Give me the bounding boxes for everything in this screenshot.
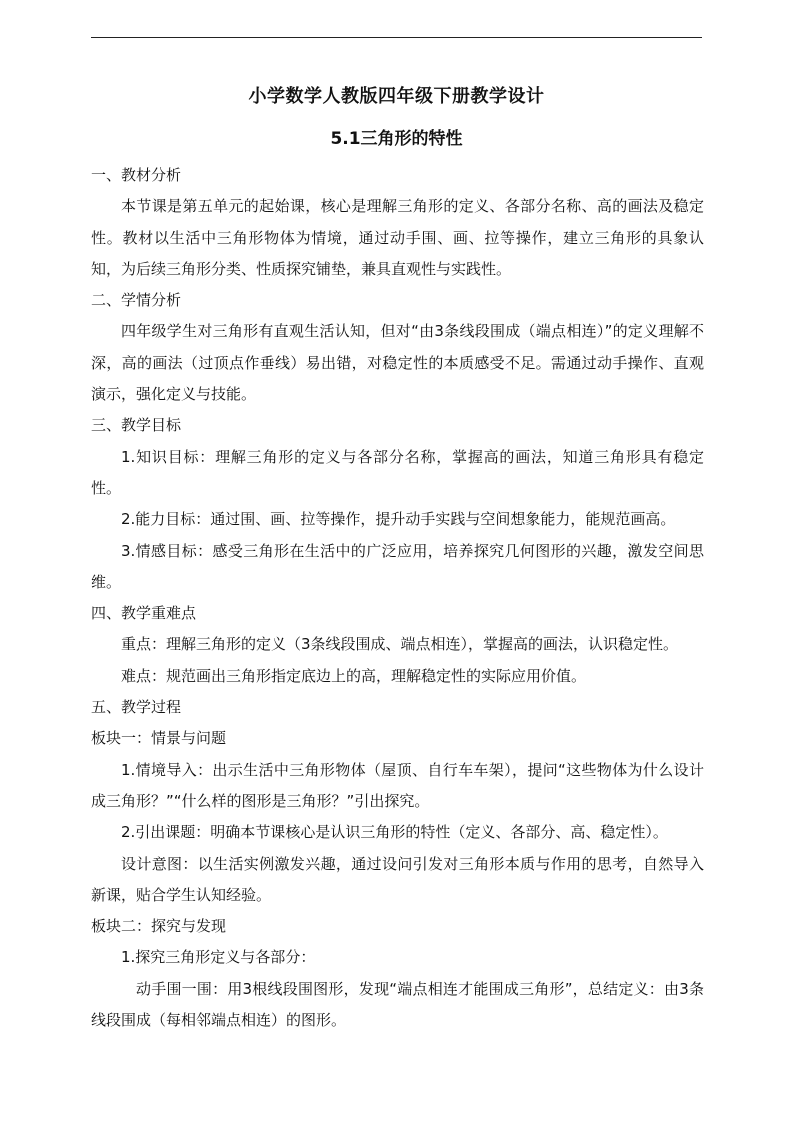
paragraph-topic-intro: 2.引出课题：明确本节课核心是认识三角形的特性（定义、各部分、高、稳定性）。 <box>121 823 668 842</box>
section-heading-key-points: 四、教学重难点 <box>91 604 197 623</box>
paragraph-difficult-point: 难点：规范画出三角形指定底边上的高，理解稳定性的实际应用价值。 <box>121 666 587 685</box>
block-heading-explore: 板块二：探究与发现 <box>91 917 227 936</box>
section-heading-process: 五、教学过程 <box>91 698 182 717</box>
document-title: 小学数学人教版四年级下册教学设计 <box>248 86 545 107</box>
objective-ability: 2.能力目标：通过围、画、拉等操作，提升动手实践与空间想象能力，能规范画高。 <box>121 510 676 529</box>
paragraph-situation-intro: 1.情境导入：出示生活中三角形物体（屋顶、自行车车架），提问“这些物体为什么设计成三角形？”“什么样的图形是三角形？”引出探究。 <box>91 760 704 810</box>
paragraph-key-point: 重点：理解三角形的定义（3条线段围成、端点相连），掌握高的画法，认识稳定性。 <box>121 635 679 654</box>
paragraph-textbook-analysis: 本节课是第五单元的起始课，核心是理解三角形的定义、各部分名称、高的画法及稳定性。教材以生活中三角形物体为情境，通过动手围、画、拉等操作，建立三角形的具象认知，为后续三角形分类、性质探究铺垫，兼具直观性与实践性。 <box>91 197 704 278</box>
paragraph-student-analysis: 四年级学生对三角形有直观生活认知，但对“由3条线段围成（端点相连）”的定义理解不深，高的画法（过顶点作垂线）易出错，对稳定性的本质感受不足。需通过动手操作、直观演示，强化定义与技能。 <box>91 322 704 404</box>
section-heading-student-analysis: 二、学情分析 <box>91 291 182 310</box>
block-heading-scenario: 板块一：情景与问题 <box>91 729 227 748</box>
document-body <box>91 160 704 1036</box>
header-rule <box>91 37 702 38</box>
paragraph-hands-on: 动手围一围：用3根线段围图形，发现“端点相连才能围成三角形”，总结定义：由3条线段围成（每相邻端点相连）的图形。 <box>91 979 704 1030</box>
paragraph-design-intent: 设计意图：以生活实例激发兴趣，通过设问引发对三角形本质与作用的思考，自然导入新课，贴合学生认知经验。 <box>91 854 704 904</box>
paragraph-explore-definition: 1.探究三角形定义与各部分： <box>121 948 316 967</box>
objective-emotion: 3.情感目标：感受三角形在生活中的广泛应用，培养探究几何图形的兴趣，激发空间思维。 <box>91 541 704 591</box>
objective-knowledge: 1.知识目标：理解三角形的定义与各部分名称，掌握高的画法，知道三角形具有稳定性。 <box>91 447 704 497</box>
section-heading-objectives: 三、教学目标 <box>91 416 182 435</box>
lesson-subtitle: 5.1三角形的特性 <box>330 129 463 149</box>
section-heading-textbook-analysis: 一、教材分析 <box>91 166 182 184</box>
